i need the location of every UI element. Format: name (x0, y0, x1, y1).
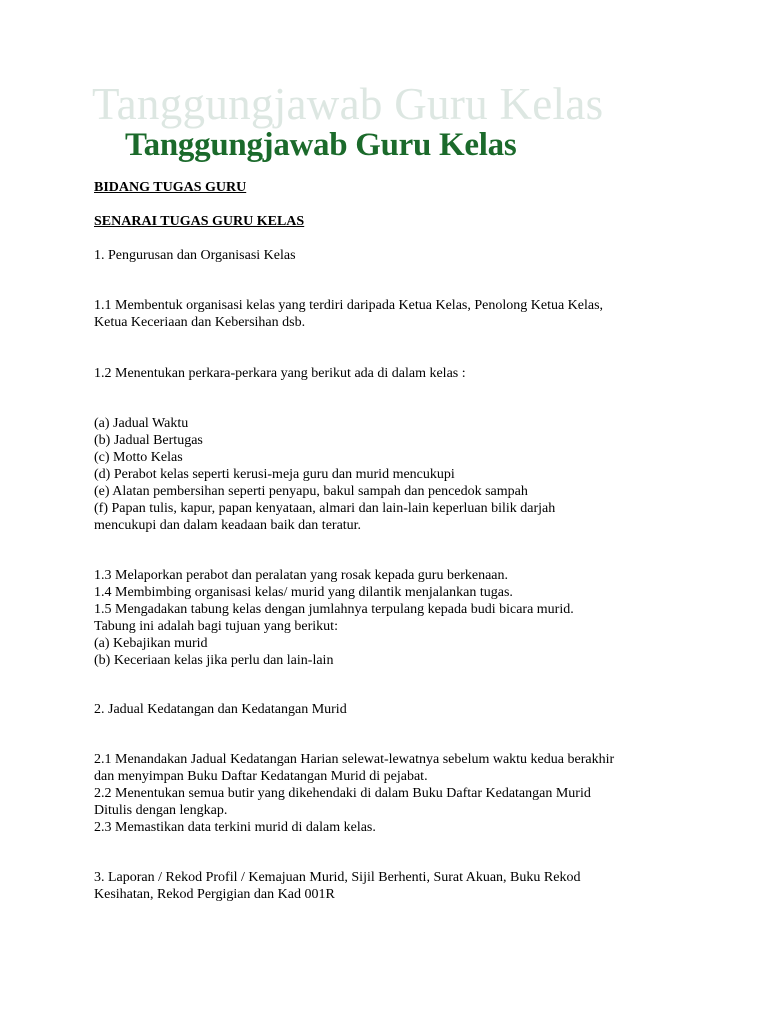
text-line: 1.4 Membimbing organisasi kelas/ murid yang dilantik menjalankan tugas. (94, 585, 513, 600)
text-line: (f) Papan tulis, kapur, papan kenyataan, almari dan lain-lain keperluan bilik darjah (94, 501, 556, 516)
text-line: Ditulis dengan lengkap. (94, 803, 228, 818)
text-line: (a) Kebajikan murid (94, 636, 208, 651)
text-line: 2.3 Memastikan data terkini murid di dalam kelas. (94, 820, 376, 835)
section-heading: BIDANG TUGAS GURU (94, 180, 247, 195)
text-line: 2. Jadual Kedatangan dan Kedatangan Murid (94, 702, 347, 717)
text-line: Ketua Keceriaan dan Kebersihan dsb. (94, 315, 306, 330)
title-shadow: Tanggungjawab Guru Kelas (92, 79, 604, 129)
text-line: (a) Jadual Waktu (94, 416, 189, 431)
text-line: (c) Motto Kelas (94, 450, 183, 465)
text-line: dan menyimpan Buku Daftar Kedatangan Murid di pejabat. (94, 769, 428, 784)
text-line: 1.5 Mengadakan tabung kelas dengan jumlahnya terpulang kepada budi bicara murid. (94, 602, 574, 617)
text-line: 1.1 Membentuk organisasi kelas yang terdiri daripada Ketua Kelas, Penolong Ketua Kelas, (94, 298, 604, 313)
text-line: (b) Jadual Bertugas (94, 433, 203, 448)
text-line: 2.2 Menentukan semua butir yang dikehendaki di dalam Buku Daftar Kedatangan Murid (94, 786, 591, 801)
text-line: (d) Perabot kelas seperti kerusi-meja guru dan murid mencukupi (94, 467, 455, 482)
text-line: 3. Laporan / Rekod Profil / Kemajuan Murid, Sijil Berhenti, Surat Akuan, Buku Rekod (94, 870, 581, 885)
text-line: 2.1 Menandakan Jadual Kedatangan Harian selewat-lewatnya sebelum waktu kedua berakhir (94, 752, 615, 767)
text-line: (b) Keceriaan kelas jika perlu dan lain-lain (94, 653, 334, 668)
text-line: 1. Pengurusan dan Organisasi Kelas (94, 248, 296, 263)
text-line: 1.2 Menentukan perkara-perkara yang berikut ada di dalam kelas : (94, 366, 466, 381)
text-line: 1.3 Melaporkan perabot dan peralatan yang rosak kepada guru berkenaan. (94, 568, 508, 583)
text-line: Kesihatan, Rekod Pergigian dan Kad 001R (94, 887, 335, 902)
text-line: mencukupi dan dalam keadaan baik dan teratur. (94, 518, 362, 533)
text-line: Tabung ini adalah bagi tujuan yang berikut: (94, 619, 338, 634)
page-title: Tanggungjawab Guru Kelas (125, 127, 517, 163)
section-heading: SENARAI TUGAS GURU KELAS (94, 214, 305, 229)
text-line: (e) Alatan pembersihan seperti penyapu, bakul sampah dan pencedok sampah (94, 484, 528, 499)
